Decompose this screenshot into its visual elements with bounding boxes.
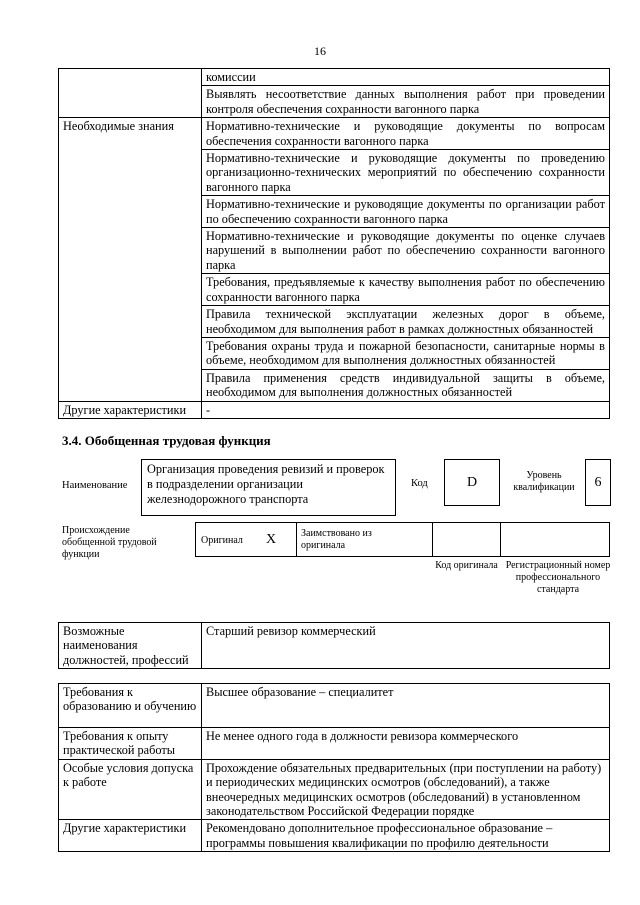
row-text: Правила технической эксплуатации железных дорог в объеме, необходимом для выполнения работ в рамках должностных обязанностей (202, 306, 610, 338)
row-label-required-knowledge: Необходимые знания (59, 118, 202, 401)
orig-code-label: Код оригинала (435, 560, 498, 571)
table-row (59, 69, 610, 86)
origin-label: Происхождение обобщенной трудовой функции (62, 525, 157, 560)
name-value-box: Организация проведения ревизий и проверок в подразделении организации железнодорожного транспорта (141, 459, 396, 516)
row-text: комиссии (202, 69, 610, 86)
table-row (59, 820, 610, 852)
row-text: Нормативно-технические и руководящие документы по оценке случаев нарушений в выполнении работ по обеспечению сохранности вагонного парка (202, 228, 610, 274)
row-text: - (202, 401, 610, 418)
row-label (59, 86, 202, 118)
row-text: Высшее образование – специалитет (202, 684, 610, 728)
row-text: Требования охраны труда и пожарной безопасности, санитарные нормы в объеме, необходимом для выполнения должностных обязанностей (202, 337, 610, 369)
row-text: Прохождение обязательных предварительных (при поступлении на работу) и периодических медицинских осмотров (обследований), а также внеочередных медицинских осмотров (обследований) в установленном законодательством Российской Федерации порядке (202, 759, 610, 820)
row-label (59, 69, 202, 86)
page-number: 16 (314, 44, 326, 58)
table-row (59, 759, 610, 820)
divider (296, 522, 297, 557)
row-text: Рекомендовано дополнительное профессиональное образование – программы повышения квалификации по профилю деятельности (202, 820, 610, 852)
level-value-box: 6 (585, 459, 611, 506)
row-text: Нормативно-технические и руководящие документы по вопросам обеспечения сохранности вагонного парка (202, 118, 610, 150)
row-text: Нормативно-технические и руководящие документы по организации работ по обеспечению сохранности вагонного парка (202, 196, 610, 228)
row-text: Правила применения средств индивидуальной защиты в объеме, необходимом для выполнения должностных обязанностей (202, 369, 610, 401)
table-row (59, 86, 610, 118)
divider (432, 522, 433, 557)
borrowed-label: Заимствовано из оригинала (301, 528, 372, 551)
requirements-table (58, 683, 610, 852)
row-text: Выявлять несоответствие данных выполнения работ при проведении контроля обеспечения сохранности вагонного парка (202, 86, 610, 118)
row-label: Другие характеристики (59, 820, 202, 852)
table-row (59, 684, 610, 728)
row-text: Не менее одного года в должности ревизора коммерческого (202, 728, 610, 760)
positions-table (58, 622, 610, 669)
level-label: Уровень квалификации (513, 470, 575, 493)
row-label: Возможные наименования должностей, профессий (59, 623, 202, 669)
table-row (59, 118, 610, 150)
divider (500, 522, 501, 557)
row-text: Нормативно-технические и руководящие документы по проведению организационно-технических мероприятий по обеспечению сохранности вагонного парка (202, 150, 610, 196)
reg-number-label: Регистрационный номер профессионального стандарта (505, 560, 611, 595)
section-title: 3.4. Обобщенная трудовая функция (62, 433, 271, 448)
table-row (59, 623, 610, 669)
original-label: Оригинал (201, 535, 243, 546)
code-label: Код (411, 478, 428, 489)
table-row (59, 728, 610, 760)
name-label: Наименование (62, 480, 128, 491)
row-text: Старший ревизор коммерческий (202, 623, 610, 669)
row-label-other: Другие характеристики (59, 401, 202, 418)
row-text: Требования, предъявляемые к качеству выполнения работ по обеспечению сохранности вагонного парка (202, 274, 610, 306)
row-label: Требования к образованию и обучению (59, 684, 202, 728)
original-mark: X (266, 532, 277, 547)
table-row (59, 401, 610, 418)
row-label: Особые условия допуска к работе (59, 759, 202, 820)
code-value-box: D (444, 459, 500, 506)
skills-knowledge-table (58, 68, 610, 419)
row-label: Требования к опыту практической работы (59, 728, 202, 760)
